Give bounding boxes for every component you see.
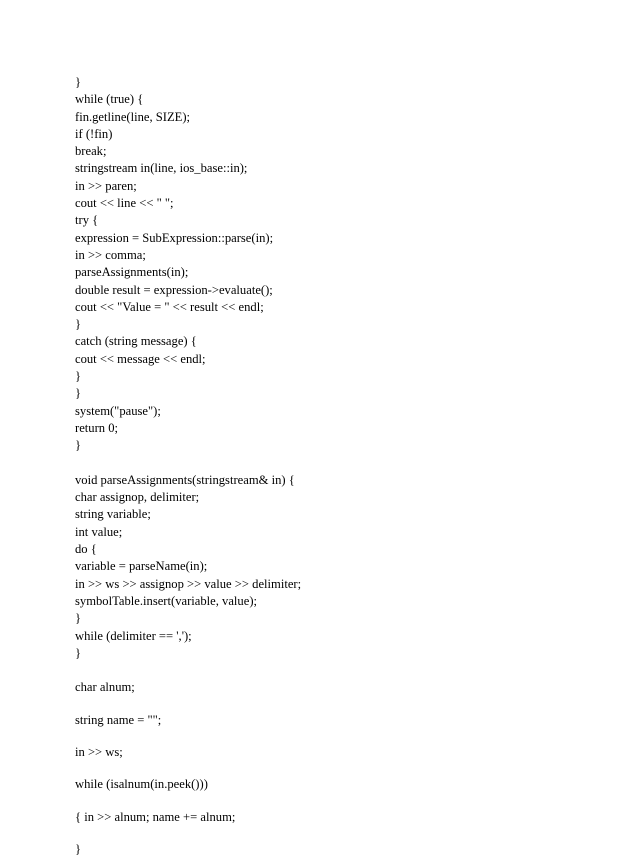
code-line: } [75,386,82,401]
code-line: { in >> alnum; name += alnum; [75,809,236,824]
code-line: } [75,317,82,332]
code-line: if (!fin) [75,126,113,141]
code-line: variable = parseName(in); [75,559,208,574]
code-line: return 0; [75,420,119,435]
code-line: } [75,369,82,384]
code-line: in >> ws; [75,744,123,759]
code-line: string variable; [75,507,151,522]
code-line: } [75,438,82,453]
code-line: double result = expression->evaluate(); [75,282,273,297]
blank-line [75,662,595,679]
main-loop-block [75,74,595,455]
code-listing [75,74,595,858]
blank-line [75,455,595,472]
code-line: catch (string message) { [75,334,197,349]
code-line: in >> ws >> assignop >> value >> delimiter; [75,576,302,591]
code-line: char alnum; [75,680,135,695]
code-line: try { [75,213,99,228]
code-line: cout << line << " "; [75,196,174,211]
code-line: int value; [75,524,123,539]
code-line: while (true) { [75,92,144,107]
code-line: } [75,645,82,660]
code-line: } [75,75,82,89]
code-line: do { [75,542,97,557]
code-line: symbolTable.insert(variable, value); [75,593,258,608]
code-line: parseAssignments(in); [75,265,189,280]
code-line: } [75,611,82,626]
code-line: string name = ""; [75,712,162,727]
code-line: while (delimiter == ','); [75,628,192,643]
code-line: expression = SubExpression::parse(in); [75,230,274,245]
code-line: void parseAssignments(stringstream& in) { [75,472,295,487]
code-line: while (isalnum(in.peek())) [75,777,208,792]
code-line: break; [75,144,107,159]
code-line: in >> comma; [75,247,146,262]
code-line: char assignop, delimiter; [75,490,200,505]
parse-name-block [75,679,595,858]
code-line: } [75,841,82,856]
code-line: cout << "Value = " << result << endl; [75,299,264,314]
code-line: system("pause"); [75,403,161,418]
code-line: fin.getline(line, SIZE); [75,109,191,124]
parse-assignments-block [75,472,595,662]
code-line: stringstream in(line, ios_base::in); [75,161,248,176]
code-line: in >> paren; [75,178,137,193]
code-line: cout << message << endl; [75,351,206,366]
